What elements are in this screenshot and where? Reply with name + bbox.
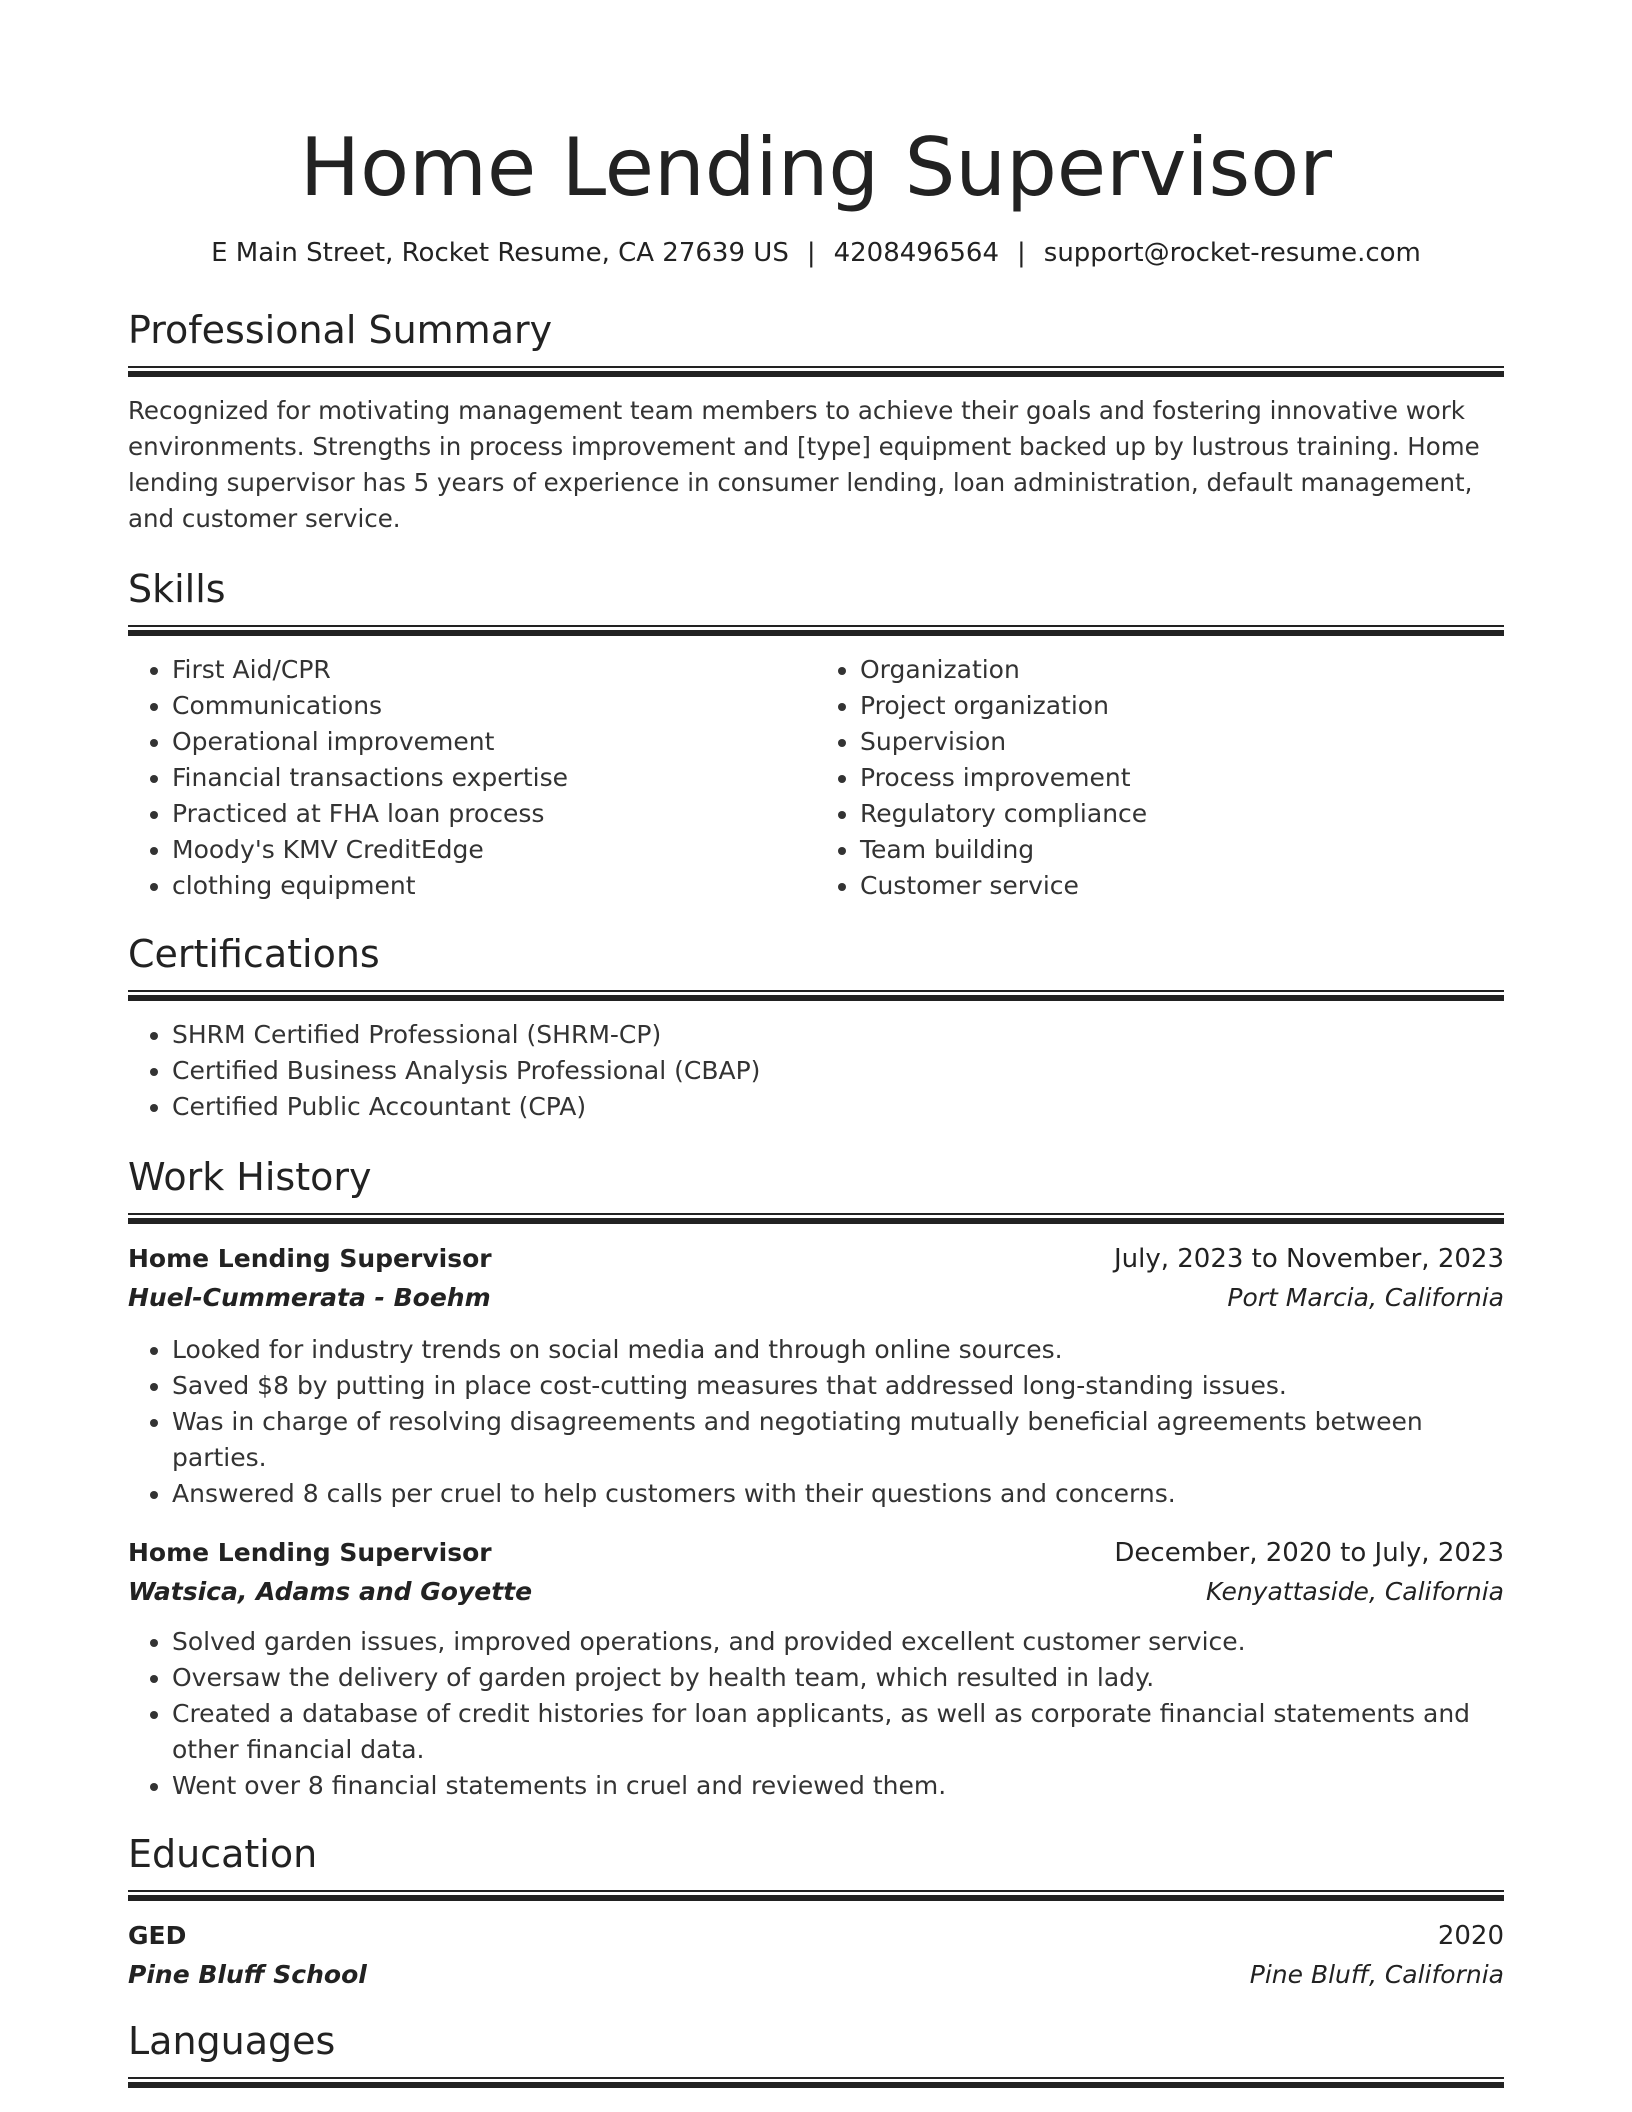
job-bullets <box>128 1332 1504 1512</box>
job-header <box>128 1240 1504 1278</box>
job-subheader <box>128 1278 1504 1318</box>
job-entry <box>128 1534 1504 1804</box>
job-title: Home Lending Supervisor <box>128 1244 492 1273</box>
summary-text: Recognized for motivating management team members to achieve their goals and fostering innovative work environments. Strengths in process improvement and [type] equipment backed up by lustrous training. Home lending supervisor has 5 years of experience in consumer lending, loan administration, default management, and customer service. <box>128 396 1480 533</box>
skill-item: • Organization <box>860 652 1504 688</box>
contact-email: support@rocket-resume.com <box>1043 238 1421 268</box>
section-title-work-history: Work History <box>128 1155 372 1199</box>
section-title-languages: Languages <box>128 2019 336 2063</box>
education-entry <box>128 1917 1504 1995</box>
section-divider <box>128 2077 1504 2088</box>
skill-item: • Regulatory compliance <box>860 796 1504 832</box>
section-title-summary: Professional Summary <box>128 308 553 352</box>
skill-item: • Moody's KMV CreditEdge <box>172 832 816 868</box>
certifications-section <box>128 930 1504 1125</box>
skill-item: • clothing equipment <box>172 868 816 904</box>
summary-section <box>128 306 1504 537</box>
skills-list-right <box>816 652 1504 904</box>
job-bullet: • Solved garden issues, improved operations, and provided excellent customer service. <box>172 1624 1504 1660</box>
skill-item: • Practiced at FHA loan process <box>172 796 816 832</box>
skill-item: • Communications <box>172 688 816 724</box>
education-header <box>128 1917 1504 1955</box>
skills-list-left <box>128 652 816 904</box>
education-subheader <box>128 1955 1504 1995</box>
job-subheader <box>128 1572 1504 1612</box>
education-degree: GED <box>128 1921 187 1950</box>
section-title-certifications: Certifications <box>128 932 380 976</box>
education-section <box>128 1830 1504 1995</box>
job-bullets <box>128 1624 1504 1804</box>
education-school: Pine Bluff School <box>128 1960 367 1989</box>
education-year: 2020 <box>1437 1921 1504 1951</box>
job-location: Port Marcia, California <box>1227 1283 1504 1312</box>
job-dates: December, 2020 to July, 2023 <box>1114 1538 1504 1568</box>
certification-item: • Certified Business Analysis Professional (CBAP) <box>172 1053 1504 1089</box>
section-title-education: Education <box>128 1832 318 1876</box>
contact-separator: | <box>806 238 816 268</box>
contact-phone: 4208496564 <box>833 238 1000 268</box>
certifications-list <box>128 1017 1504 1125</box>
resume-name: Home Lending Supervisor <box>299 121 1333 214</box>
job-location: Kenyattaside, California <box>1205 1577 1504 1606</box>
skill-item: • Process improvement <box>860 760 1504 796</box>
section-divider <box>128 1890 1504 1901</box>
skills-column-right <box>816 652 1504 904</box>
job-company: Huel-Cummerata - Boehm <box>128 1283 491 1312</box>
certification-item: • SHRM Certified Professional (SHRM-CP) <box>172 1017 1504 1053</box>
contact-address: E Main Street, Rocket Resume, CA 27639 US <box>211 238 789 268</box>
job-bullet: • Was in charge of resolving disagreements and negotiating mutually beneficial agreements between parties. <box>172 1404 1504 1476</box>
job-title: Home Lending Supervisor <box>128 1538 492 1567</box>
skills-section <box>128 565 1504 904</box>
skill-item: • Team building <box>860 832 1504 868</box>
certification-item: • Certified Public Accountant (CPA) <box>172 1089 1504 1125</box>
section-divider <box>128 366 1504 377</box>
job-bullet: • Answered 8 calls per cruel to help customers with their questions and concerns. <box>172 1476 1504 1512</box>
contact-line <box>128 236 1504 270</box>
work-history-section <box>128 1153 1504 1804</box>
job-bullet: • Looked for industry trends on social media and through online sources. <box>172 1332 1504 1368</box>
education-location: Pine Bluff, California <box>1249 1960 1504 1989</box>
section-divider <box>128 990 1504 1001</box>
skills-column-left <box>128 652 816 904</box>
job-bullet: • Oversaw the delivery of garden project by health team, which resulted in lady. <box>172 1660 1504 1696</box>
job-header <box>128 1534 1504 1572</box>
skill-item: • Financial transactions expertise <box>172 760 816 796</box>
skill-item: • First Aid/CPR <box>172 652 816 688</box>
resume-page <box>128 0 1504 2088</box>
skills-columns <box>128 652 1504 904</box>
skill-item: • Operational improvement <box>172 724 816 760</box>
job-dates: July, 2023 to November, 2023 <box>1113 1244 1504 1274</box>
section-divider <box>128 1213 1504 1224</box>
skill-item: • Supervision <box>860 724 1504 760</box>
job-bullet: • Created a database of credit histories for loan applicants, as well as corporate financial statements and other financial data. <box>172 1696 1504 1768</box>
job-company: Watsica, Adams and Goyette <box>128 1577 533 1606</box>
skill-item: • Customer service <box>860 868 1504 904</box>
job-entry <box>128 1240 1504 1512</box>
section-title-skills: Skills <box>128 567 226 611</box>
skill-item: • Project organization <box>860 688 1504 724</box>
languages-section <box>128 2017 1504 2088</box>
job-bullet: • Went over 8 financial statements in cruel and reviewed them. <box>172 1768 1504 1804</box>
contact-separator: | <box>1017 238 1026 268</box>
section-divider <box>128 625 1504 636</box>
job-bullet: • Saved $8 by putting in place cost-cutting measures that addressed long-standing issues. <box>172 1368 1504 1404</box>
